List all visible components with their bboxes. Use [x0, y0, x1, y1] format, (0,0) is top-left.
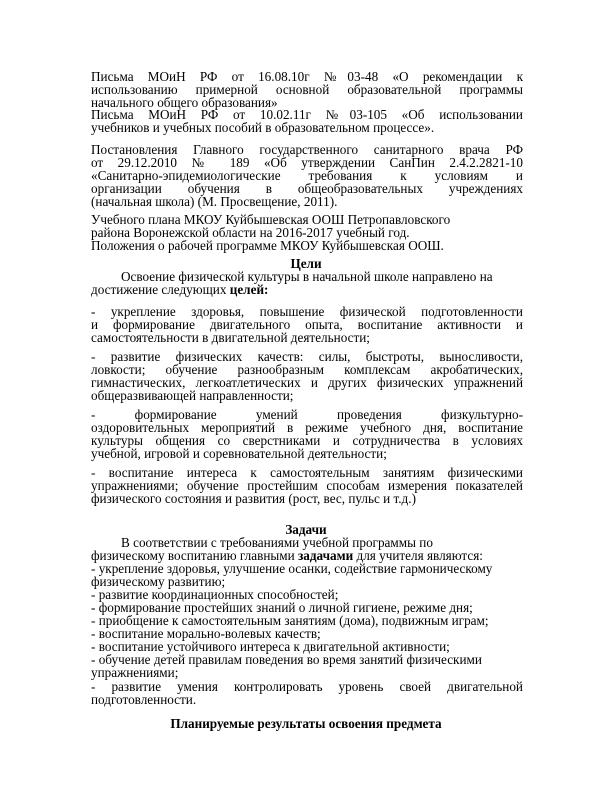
- task1-line2: физическому развитию;: [91, 574, 226, 589]
- tasks-heading: Задачи: [285, 522, 327, 537]
- decree-line5: (начальная школа) (М. Просвещение, 2011).: [91, 194, 338, 209]
- letter1-line3: начального общего образования»: [91, 95, 278, 110]
- goal3-line3: культуры общения со сверстниками и сотрудничества в условиях: [91, 433, 523, 448]
- goal4-line1: - воспитание интереса к самостоятельным занятиям физическими: [91, 465, 523, 480]
- goal1-line2: и формирование двигательного опыта, воспитание активности и: [91, 317, 523, 332]
- letter1-line1: Письма МОиН РФ от 16.08.10г №03-48 «О рекомендации к: [91, 69, 523, 84]
- tasks-intro-line2: физическому воспитанию главными задачами для учителя являются:: [91, 548, 483, 563]
- goal3-line4: учебной, игровой и соревновательной деятельности;: [91, 446, 387, 461]
- goal4-line3: физического состояния и развития (рост, вес, пульс и т.д.): [91, 491, 416, 506]
- goal3-line1: - формирование умений проведения физкультурно-: [91, 407, 523, 422]
- decree-line4: организации обучения в общеобразовательных учреждениях: [91, 181, 523, 196]
- task1-line1: - укрепление здоровья, улучшение осанки, содействие гармоническому: [91, 561, 493, 576]
- task2: - развитие координационных способностей;: [91, 587, 339, 602]
- task5: - воспитание морально-волевых качеств;: [91, 626, 321, 641]
- plan-line1: Учебного плана МКОУ Куйбышевская ООШ Петропавловского: [91, 212, 451, 227]
- letter2-line2: учебников и учебных пособий в образовательном процессе».: [91, 120, 435, 135]
- task4: - приобщение к самостоятельным занятиям (дома), подвижным играм;: [91, 613, 489, 628]
- results-heading: Планируемые результаты освоения предмета: [170, 716, 442, 731]
- goal4-line2: упражнениями; обучение простейшим способам измерения показателей: [91, 478, 523, 493]
- decree-line3: «Санитарно-эпидемиологические требования к условиям и: [91, 168, 523, 183]
- goal3-line2: оздоровительных мероприятий в режиме учебного дня, воспитание: [91, 420, 523, 435]
- letter1-line2: использованию примерной основной образовательной программы: [91, 82, 523, 97]
- letter2-line1: Письма МОиН РФ от 10.02.11г №03-105 «Об использовании: [91, 107, 523, 122]
- tasks-intro-line1: В соответствии с требованиями учебной программы по: [121, 535, 433, 550]
- task3: - формирование простейших знаний о личной гигиене, режиме дня;: [91, 600, 473, 615]
- goal2-line1: - развитие физических качеств: силы, быстроты, выносливости,: [91, 349, 523, 364]
- task8-line2: подготовленности.: [91, 692, 197, 707]
- decree-line2: от 29.12.2010 № 189 «Об утверждении СанПин 2.4.2.2821-10: [91, 155, 523, 170]
- goal2-line3: гимнастических, легкоатлетических и других физических упражнений: [91, 375, 523, 390]
- goal2-line4: общеразвивающей направленности;: [91, 388, 294, 403]
- goal2-line2: ловкости; обучение разнообразным комплексам акробатических,: [91, 362, 523, 377]
- decree-line1: Постановления Главного государственного санитарного врача РФ: [91, 142, 523, 157]
- plan-line3: Положения о рабочей программе МКОУ Куйбышевская ООШ.: [91, 238, 444, 253]
- task7-line2: упражнениями;: [91, 665, 179, 680]
- plan-line2: района Воронежской области на 2016-2017 учебный год.: [91, 225, 410, 240]
- task7-line1: - обучение детей правилам поведения во время занятий физическими: [91, 652, 482, 667]
- goal1-line1: - укрепление здоровья, повышение физической подготовленности: [91, 304, 523, 319]
- task6: - воспитание устойчивого интереса к двигательной активности;: [91, 639, 450, 654]
- goals-intro-line2: достижение следующих целей:: [91, 282, 269, 297]
- goal1-line3: самостоятельности в двигательной деятельности;: [91, 330, 370, 345]
- task8-line1: - развитие умения контролировать уровень своей двигательной: [91, 679, 523, 694]
- goals-heading: Цели: [290, 256, 322, 271]
- goals-intro-line1: Освоение физической культуры в начальной школе направлено на: [121, 269, 493, 284]
